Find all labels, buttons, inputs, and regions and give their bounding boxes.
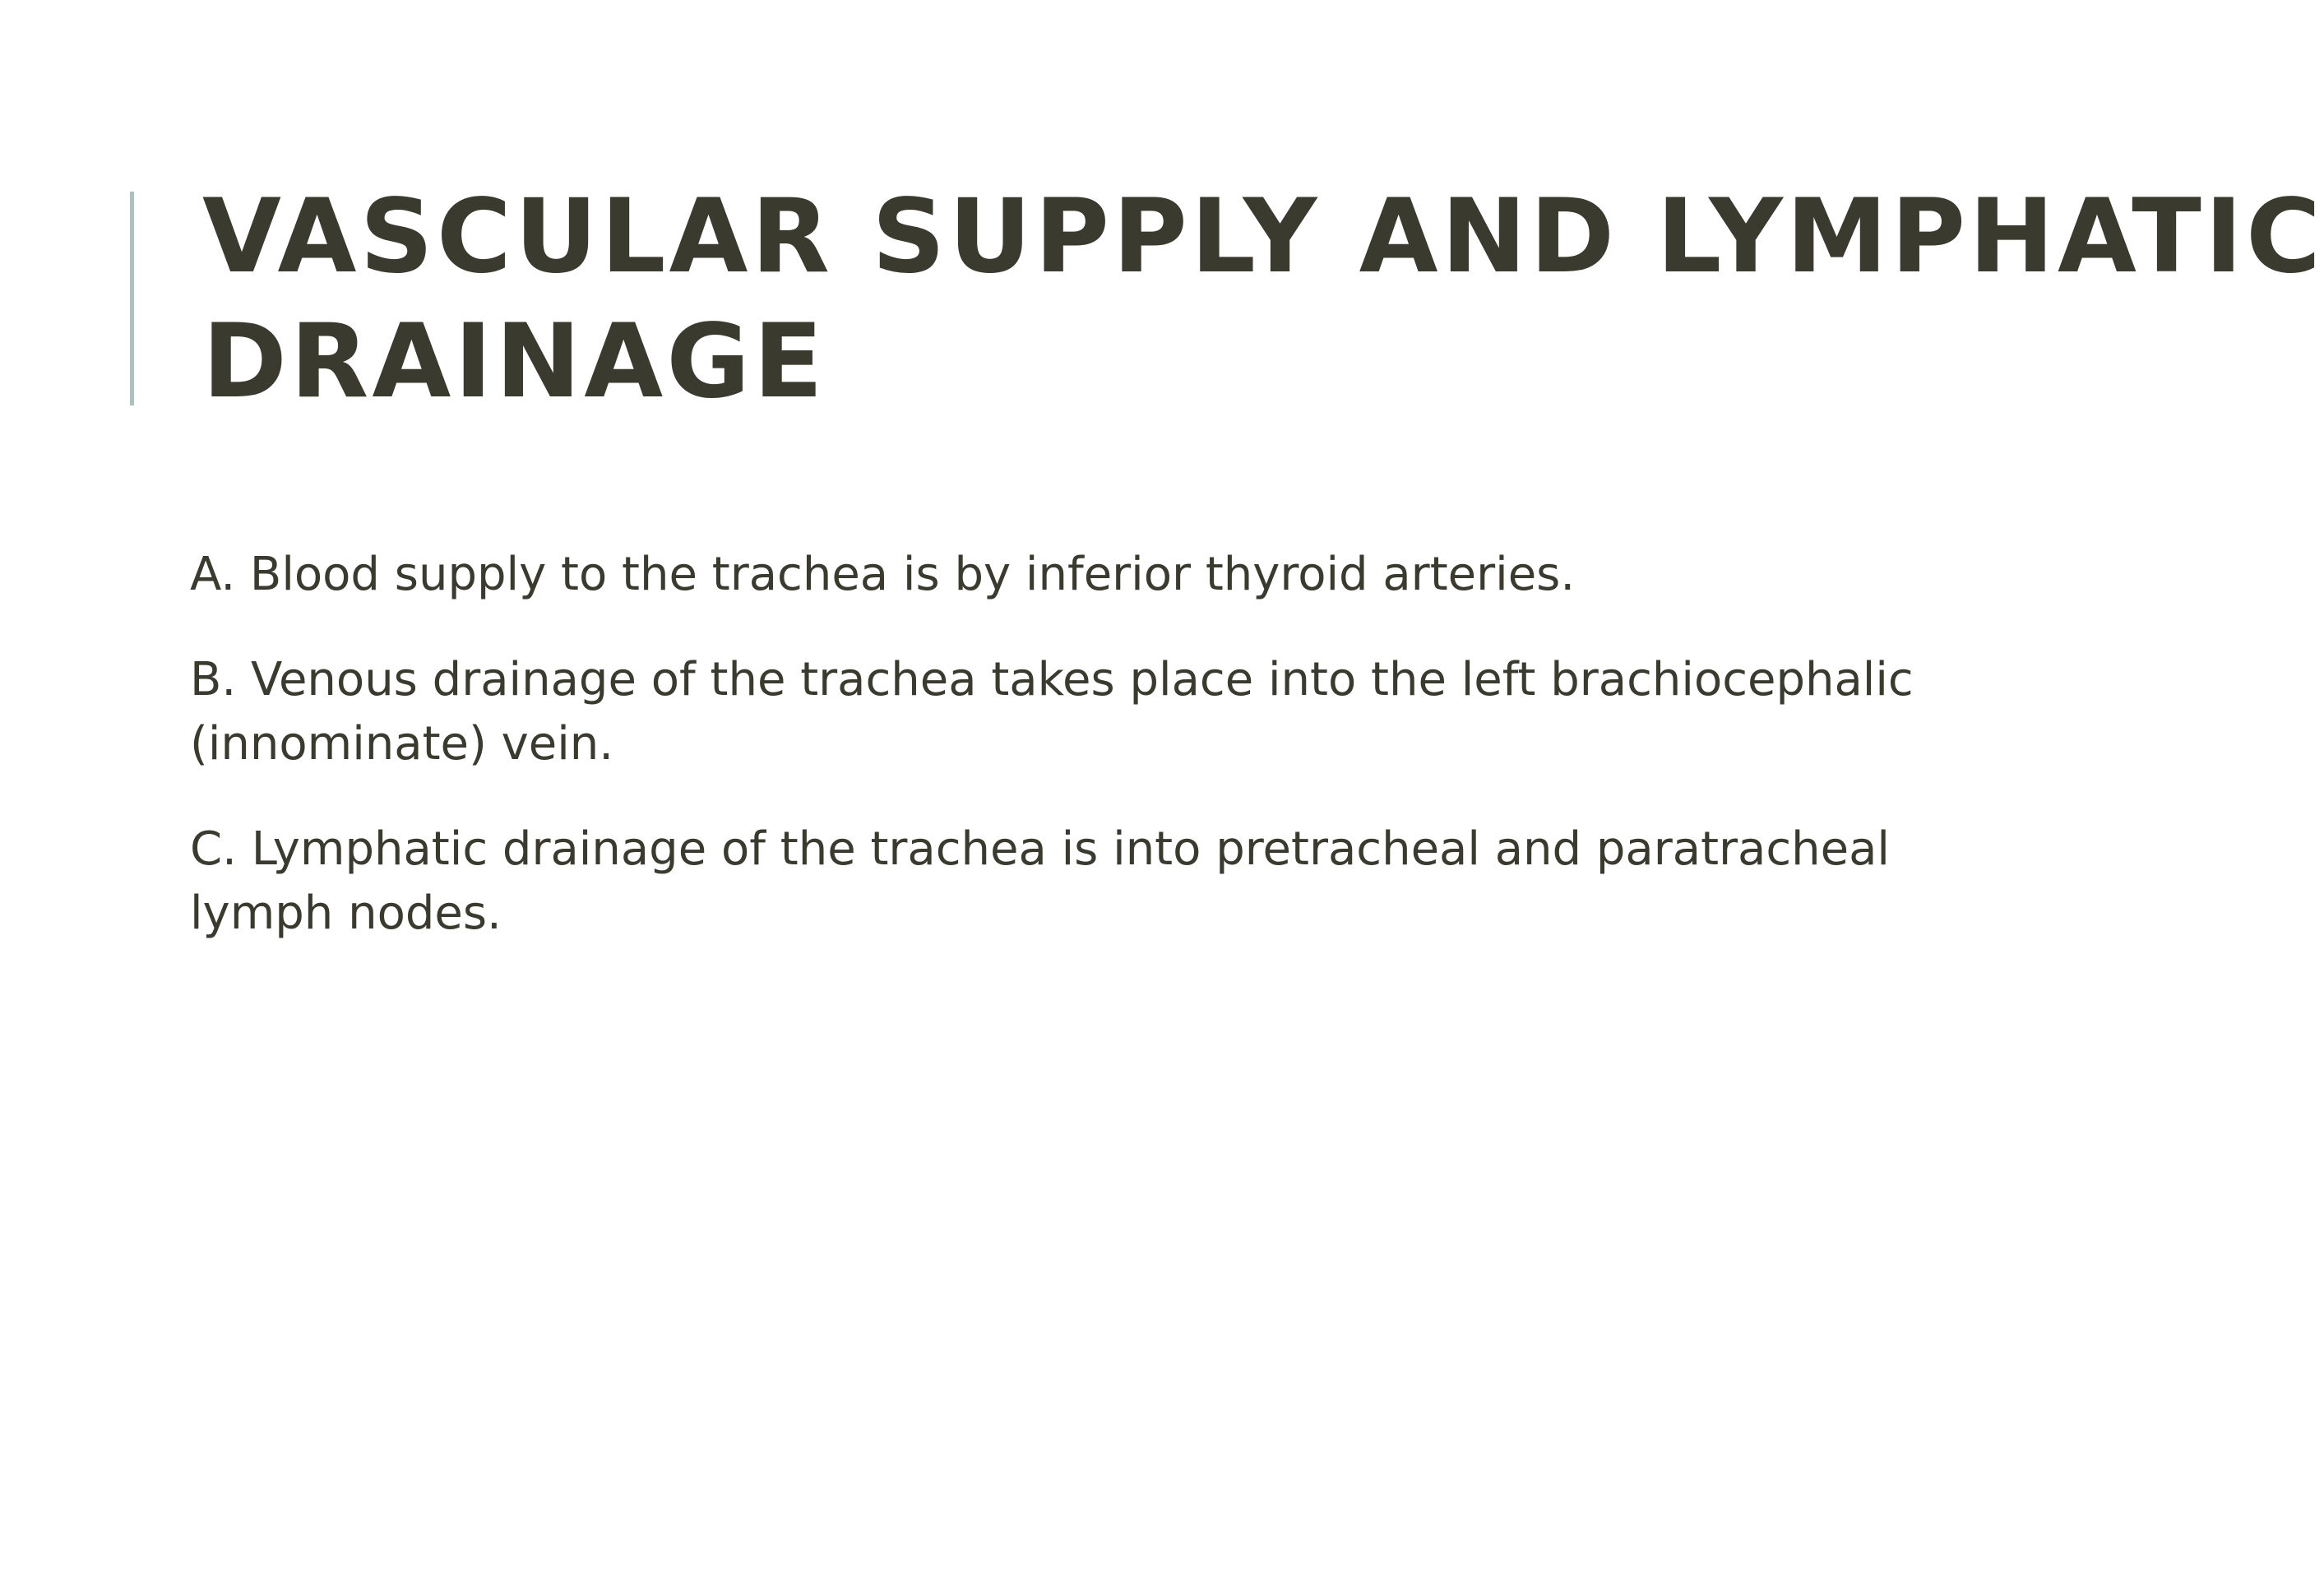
paragraph-c-line-2: lymph nodes. — [190, 887, 502, 940]
paragraph-c — [190, 817, 1950, 946]
slide-body — [190, 543, 1950, 987]
paragraph-a — [190, 543, 1950, 607]
paragraph-a-line-1: A. Blood supply to the trachea is by inferior thyroid arteries. — [190, 548, 1576, 601]
title-accent-bar — [130, 192, 134, 405]
slide-title-line-1: VASCULAR SUPPLY AND LYMPHATIC — [202, 178, 2324, 296]
paragraph-b-line-2: (innominate) vein. — [190, 717, 614, 771]
slide-title — [202, 174, 2324, 424]
paragraph-b-line-1: B. Venous drainage of the trachea takes place into the left brachiocephalic — [190, 653, 1914, 706]
paragraph-b — [190, 648, 1950, 776]
slide-title-line-2: DRAINAGE — [202, 303, 826, 421]
paragraph-c-line-1: C. Lymphatic drainage of the trachea is into pretracheal and paratracheal — [190, 822, 1890, 876]
